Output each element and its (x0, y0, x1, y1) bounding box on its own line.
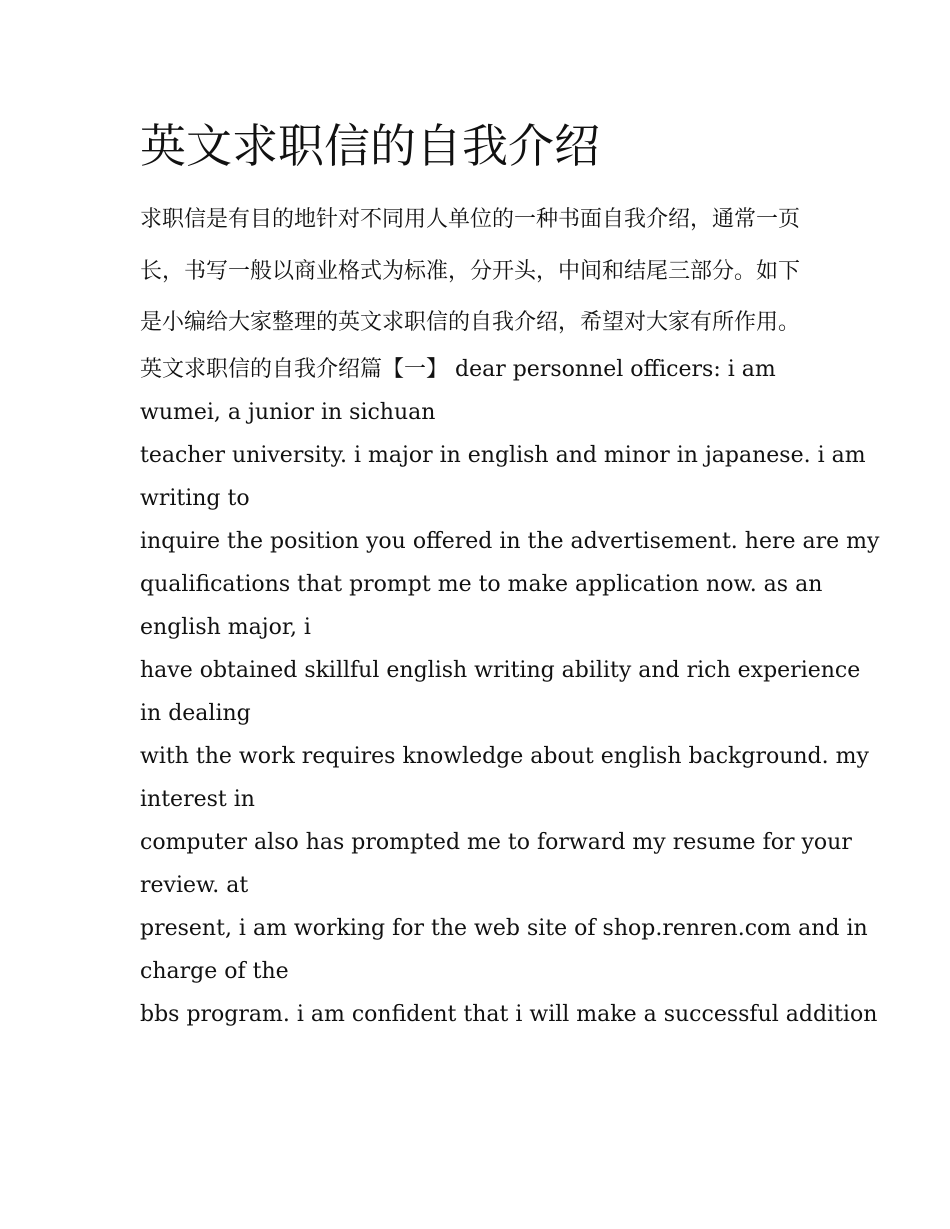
body-line: inquire the position you offered in the advertisement. here are my (140, 528, 880, 554)
body-line: have obtained skillful english writing ability and rich experience (140, 657, 861, 683)
letter-body (140, 348, 880, 1036)
body-line: in dealing (140, 700, 251, 726)
body-line: interest in (140, 786, 255, 812)
body-line: charge of the (140, 958, 289, 984)
document-page (140, 108, 880, 1036)
body-line: english major, i (140, 614, 311, 640)
body-line: teacher university. i major in english and minor in japanese. i am (140, 442, 866, 468)
body-line: present, i am working for the web site of shop.renren.com and in (140, 915, 868, 941)
body-line: writing to (140, 485, 250, 511)
body-line: qualifications that prompt me to make application now. as an (140, 571, 823, 597)
body-line: wumei, a junior in sichuan (140, 399, 436, 425)
body-line: computer also has prompted me to forward my resume for your (140, 829, 852, 855)
body-line: with the work requires knowledge about english background. my (140, 743, 869, 769)
body-line: review. at (140, 872, 249, 898)
document-title: 英文求职信的自我介绍 (140, 119, 600, 173)
intro-paragraph: 求职信是有目的地针对不同用人单位的一种书面自我介绍，通常一页长，书写一般以商业格式为标准，分开头，中间和结尾三部分。如下是小编给大家整理的英文求职信的自我介绍，希望对大家有所作用。 (140, 207, 801, 335)
body-line: 英文求职信的自我介绍篇【一】 dear personnel officers: i am (140, 356, 776, 382)
body-line: bbs program. i am confident that i will make a successful addition (140, 1001, 878, 1027)
